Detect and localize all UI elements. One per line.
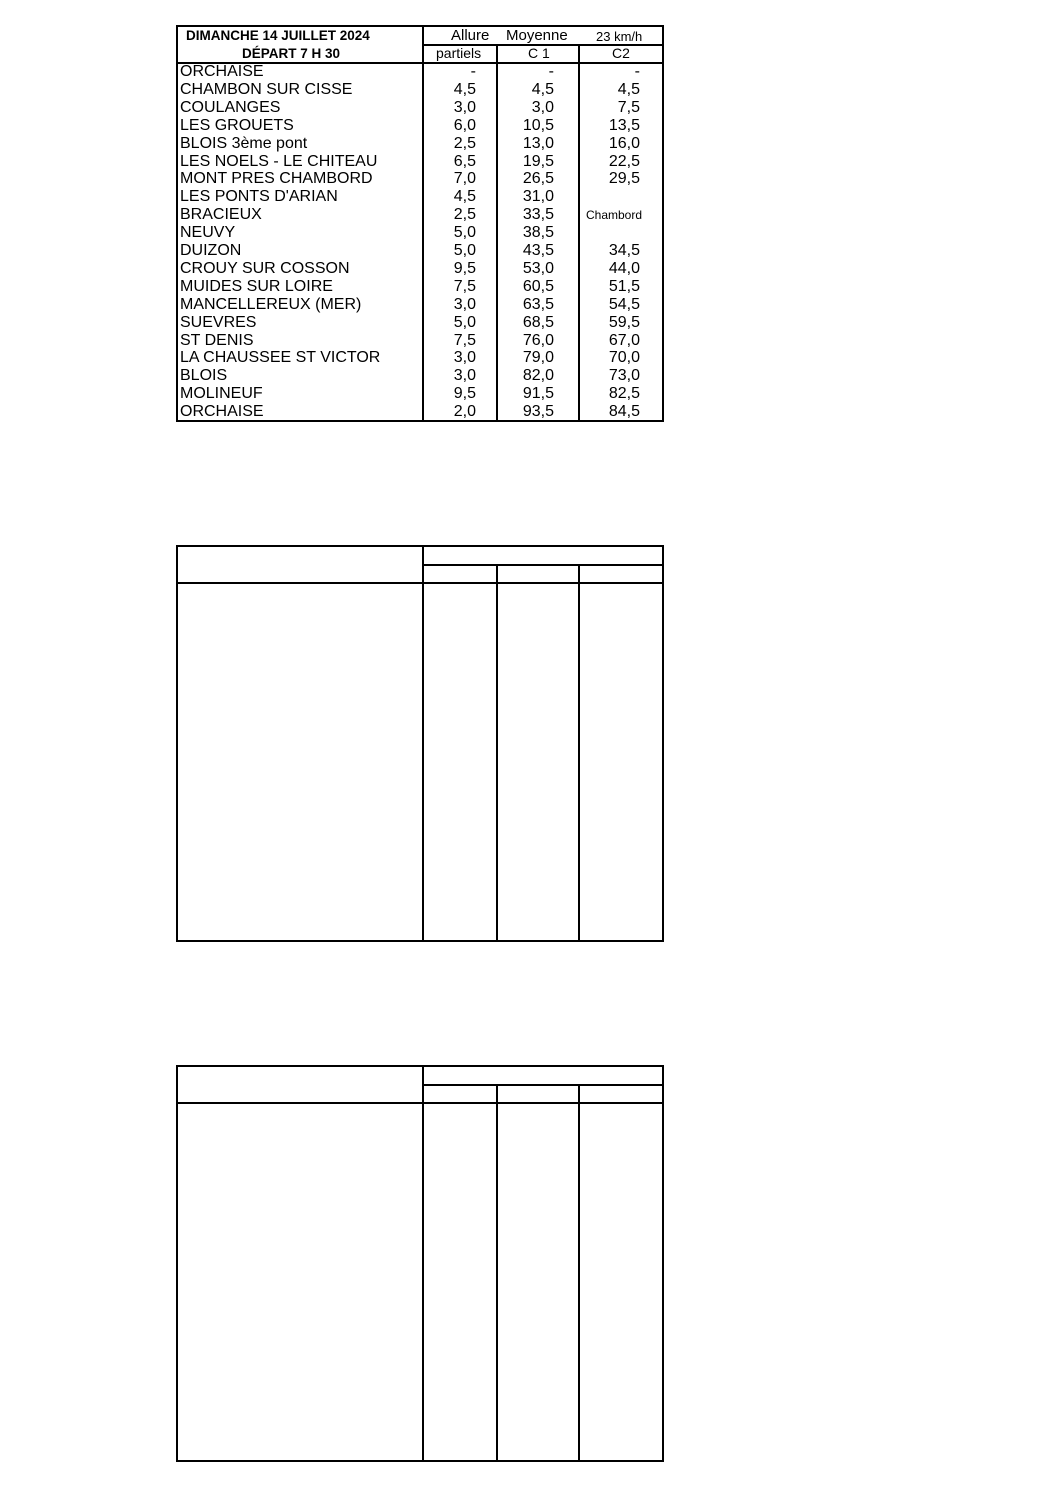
- row-c2: 44,0: [608, 259, 640, 277]
- row-c1: 31,0: [522, 188, 554, 206]
- divider-col-2: [496, 1085, 498, 1460]
- row-c1: 60,5: [522, 277, 554, 295]
- row-partiel: 5,0: [453, 224, 476, 242]
- row-partiel: 2,0: [453, 403, 476, 421]
- row-place: MUIDES SUR LOIRE: [180, 277, 333, 295]
- row-partiel: 5,0: [453, 313, 476, 331]
- row-c1: 43,5: [522, 242, 554, 259]
- col-header-c1: C 1: [528, 45, 550, 61]
- speed-label: 23 km/h: [596, 29, 643, 44]
- row-c2: 4,5: [617, 80, 640, 98]
- row-place: COULANGES: [180, 98, 281, 116]
- row-partiel: 3,0: [453, 98, 476, 116]
- row-partiel: 7,0: [453, 170, 476, 188]
- row-c2: 67,0: [608, 331, 640, 349]
- row-c2: 59,5: [608, 313, 640, 331]
- row-c1: 93,5: [522, 403, 554, 421]
- row-place: MANCELLEREUX (MER): [180, 295, 362, 313]
- row-c1: 33,5: [522, 206, 554, 224]
- row-c2: 70,0: [608, 349, 640, 367]
- row-place: DUIZON: [180, 242, 242, 259]
- row-place: ORCHAISE: [180, 63, 264, 80]
- row-c2: 34,5: [608, 242, 640, 259]
- divider-header-bottom: [178, 582, 662, 584]
- row-c1: 3,0: [531, 98, 554, 116]
- row-place: ST DENIS: [180, 331, 254, 349]
- row-place: LES NOELS - LE CHITEAU: [180, 152, 378, 170]
- row-place: ORCHAISE: [180, 403, 264, 421]
- row-place: BLOIS: [180, 367, 228, 385]
- row-partiel: 4,5: [453, 80, 476, 98]
- row-c1: 4,5: [531, 80, 554, 98]
- row-place: SUEVRES: [180, 313, 257, 331]
- divider-col-2: [496, 565, 498, 940]
- row-place: BRACIEUX: [180, 206, 262, 224]
- row-partiel: 5,0: [453, 242, 476, 259]
- blank-table-2: [176, 1065, 664, 1462]
- row-partiel: 6,5: [453, 152, 476, 170]
- row-partiel: 9,5: [453, 385, 476, 403]
- row-c1: 82,0: [522, 367, 554, 385]
- row-c1: 38,5: [522, 224, 554, 242]
- row-place: CHAMBON SUR CISSE: [180, 80, 353, 98]
- row-c1: 63,5: [522, 295, 554, 313]
- divider-col-1: [422, 1067, 424, 1460]
- row-place: MOLINEUF: [180, 385, 263, 403]
- row-partiel: 2,5: [453, 206, 476, 224]
- divider-col-3: [578, 45, 580, 420]
- event-date: DIMANCHE 14 JUILLET 2024: [186, 28, 370, 43]
- row-c2: 82,5: [608, 385, 640, 403]
- col-header-c2: C2: [612, 45, 630, 61]
- row-place: LES GROUETS: [180, 116, 294, 134]
- row-c1: 79,0: [522, 349, 554, 367]
- row-partiel: 9,5: [453, 259, 476, 277]
- row-c2: 16,0: [608, 134, 640, 152]
- row-c2: 73,0: [608, 367, 640, 385]
- row-partiel: 7,5: [453, 277, 476, 295]
- divider-col-1: [422, 547, 424, 940]
- row-partiel: 3,0: [453, 367, 476, 385]
- row-c1: 53,0: [522, 259, 554, 277]
- col-header-partiels: partiels: [436, 45, 482, 61]
- moyenne-label: Moyenne: [506, 27, 568, 44]
- row-place: CROUY SUR COSSON: [180, 259, 350, 277]
- row-c2: 13,5: [608, 116, 640, 134]
- row-c2: Chambord: [586, 208, 643, 223]
- row-partiel: 6,0: [453, 116, 476, 134]
- row-c2: 54,5: [608, 295, 640, 313]
- row-c1: 68,5: [522, 313, 554, 331]
- row-place: LA CHAUSSEE ST VICTOR: [180, 349, 381, 367]
- row-c1: -: [548, 63, 554, 80]
- row-place: BLOIS 3ème pont: [180, 134, 308, 152]
- row-c1: 19,5: [522, 152, 554, 170]
- blank-table-1: [176, 545, 664, 942]
- row-place: NEUVY: [180, 224, 236, 242]
- row-c1: 26,5: [522, 170, 554, 188]
- divider-col-3: [578, 1085, 580, 1460]
- row-c1: 76,0: [522, 331, 554, 349]
- row-c1: 91,5: [522, 385, 554, 403]
- route-table: [176, 25, 664, 422]
- row-partiel: 7,5: [453, 331, 476, 349]
- allure-label: Allure: [451, 27, 490, 44]
- row-c1: 13,0: [522, 134, 554, 152]
- row-partiel: 3,0: [453, 295, 476, 313]
- row-partiel: 4,5: [453, 188, 476, 206]
- divider-header-top: [422, 564, 662, 566]
- row-place: LES PONTS D'ARIAN: [180, 188, 338, 206]
- row-c1: 10,5: [522, 116, 554, 134]
- row-c2: 84,5: [608, 403, 640, 421]
- row-c2: 7,5: [617, 98, 640, 116]
- row-partiel: -: [470, 63, 476, 80]
- row-c2: 22,5: [608, 152, 640, 170]
- row-c2: 51,5: [608, 277, 640, 295]
- row-partiel: 3,0: [453, 349, 476, 367]
- divider-col-1: [422, 27, 424, 420]
- row-partiel: 2,5: [453, 134, 476, 152]
- row-c2: 29,5: [608, 170, 640, 188]
- divider-col-3: [578, 565, 580, 940]
- departure-time: DÉPART 7 H 30: [242, 46, 341, 61]
- divider-header-bottom: [178, 1102, 662, 1104]
- row-c2: -: [634, 63, 640, 80]
- row-place: MONT PRES CHAMBORD: [180, 170, 373, 188]
- divider-header-top: [422, 1084, 662, 1086]
- divider-col-2: [496, 45, 498, 420]
